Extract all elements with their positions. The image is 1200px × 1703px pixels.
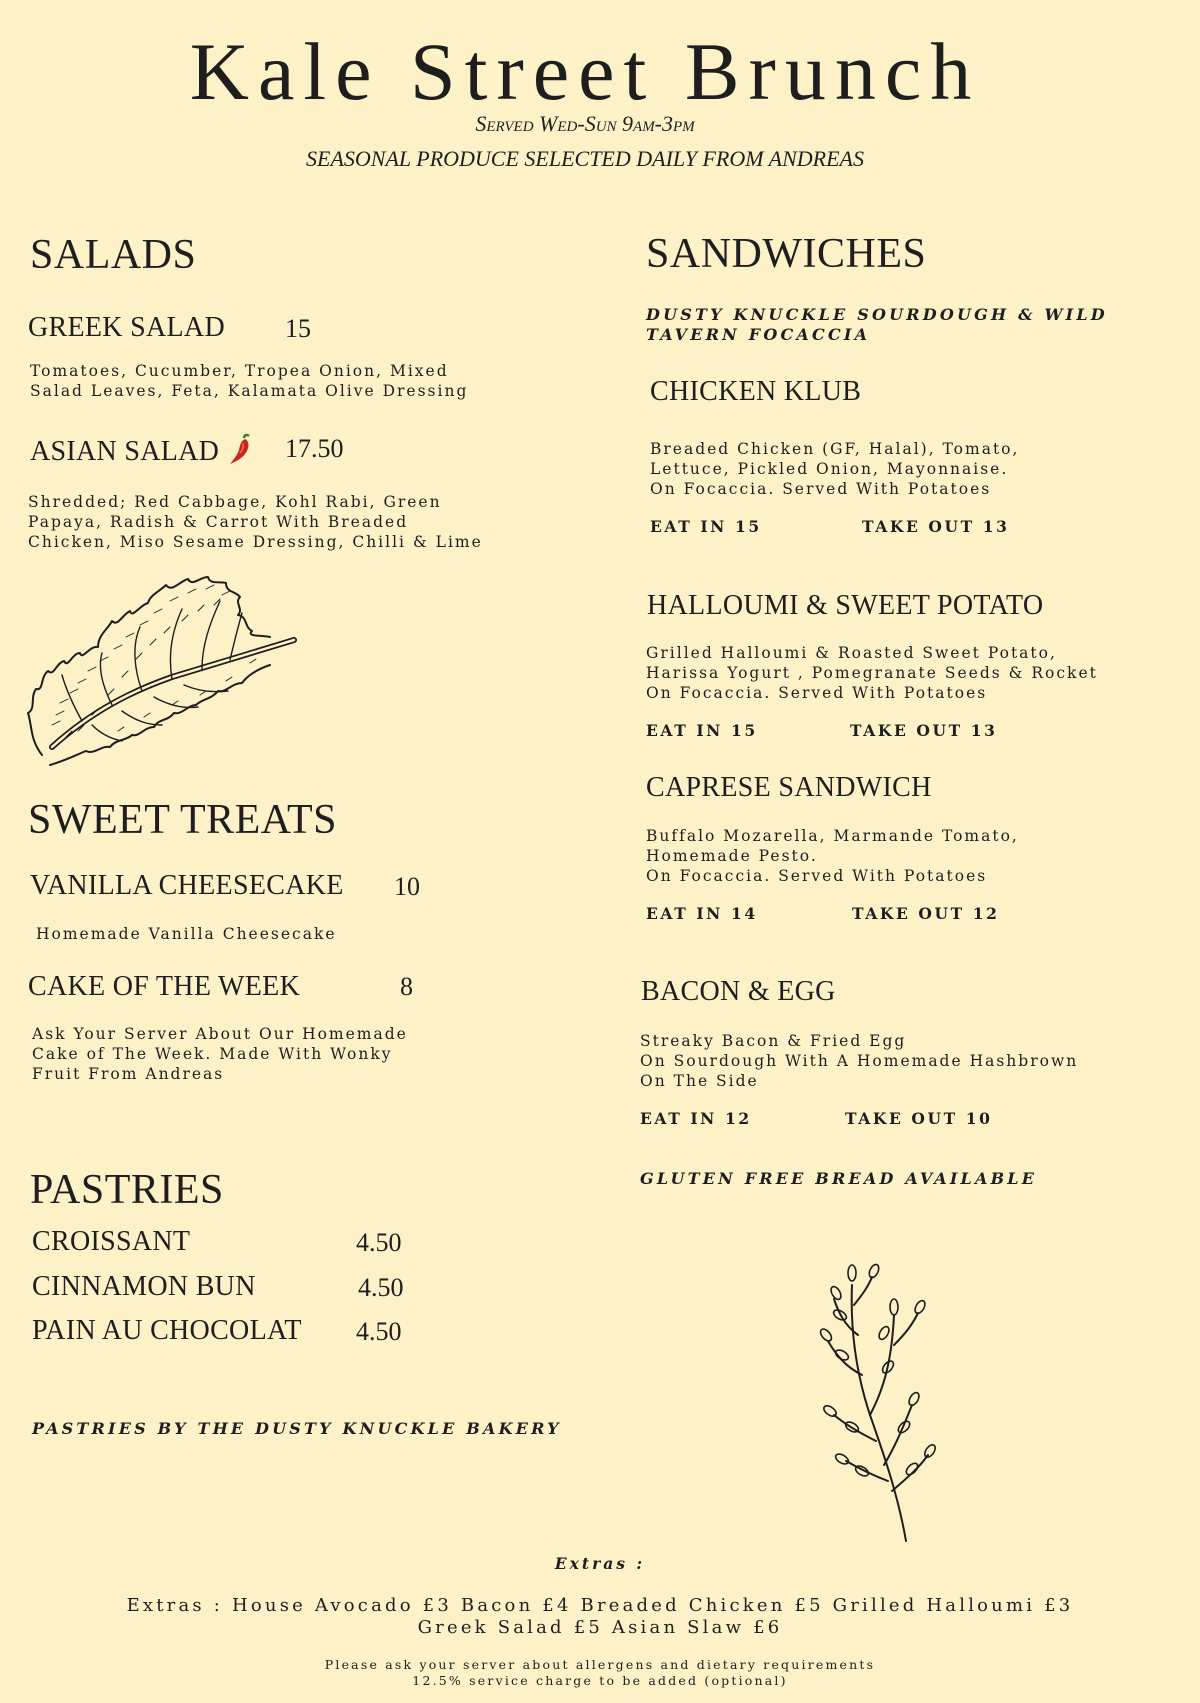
caprese-sandwich-description: Buffalo Mozarella, Marmande Tomato, Homemade Pesto. On Focaccia. Served With Potatoes [646, 827, 1019, 885]
chicken-klub-take-out: TAKE OUT 13 [862, 517, 1010, 536]
caprese-sandwich-name: CAPRESE SANDWICH [646, 772, 932, 803]
bacon-egg-eat-in: EAT IN 12 [640, 1109, 752, 1128]
halloumi-sweet-potato-description: Grilled Halloumi & Roasted Sweet Potato, Harissa Yogurt , Pomegranate Seeds & Rocket On Focaccia. Served With Potatoes [646, 644, 1098, 702]
service-charge-note: 12.5% service charge to be added (optional) [412, 1673, 788, 1688]
asian-salad-price: 17.50 [285, 434, 344, 463]
chicken-klub-description: Breaded Chicken (GF, Halal), Tomato, Lettuce, Pickled Onion, Mayonnaise. On Focaccia. Served With Potatoes [650, 440, 1020, 498]
salads-heading: SALADS [30, 232, 197, 278]
sweet-treats-heading: SWEET TREATS [28, 797, 337, 843]
cinnamon-bun-price: 4.50 [358, 1273, 404, 1302]
botanical-sprig-illustration [800, 1255, 950, 1545]
asian-salad-name: ASIAN SALAD [30, 435, 220, 467]
vanilla-cheesecake-price: 10 [394, 872, 420, 901]
greek-salad-price: 15 [285, 314, 311, 343]
bacon-egg-name: BACON & EGG [641, 976, 836, 1007]
bacon-egg-take-out: TAKE OUT 10 [845, 1109, 993, 1128]
chicken-klub-name: CHICKEN KLUB [650, 376, 862, 407]
caprese-sandwich-take-out: TAKE OUT 12 [852, 904, 1000, 923]
croissant-name: CROISSANT [32, 1226, 191, 1257]
cake-of-the-week-price: 8 [400, 972, 413, 1001]
chili-pepper-icon [227, 432, 257, 475]
greek-salad-name: GREEK SALAD [28, 312, 225, 343]
bread-note: DUSTY KNUCKLE SOURDOUGH & WILD TAVERN FOCACCIA [646, 305, 1108, 344]
asian-salad-description: Shredded; Red Cabbage, Kohl Rabi, Green Papaya, Radish & Carrot With Breaded Chicken, Miso Sesame Dressing, Chilli & Lime [28, 493, 483, 551]
pain-au-chocolat-name: PAIN AU CHOCOLAT [32, 1315, 302, 1346]
extras-line-1: Extras : House Avocado £3 Bacon £4 Breaded Chicken £5 Grilled Halloumi £3 [126, 1595, 1074, 1616]
service-hours: Served Wed-Sun 9am-3pm [475, 111, 695, 136]
kale-leaf-illustration [22, 565, 302, 775]
greek-salad-description: Tomatoes, Cucumber, Tropea Onion, Mixed Salad Leaves, Feta, Kalamata Olive Dressing [30, 362, 469, 400]
caprese-sandwich-eat-in: EAT IN 14 [646, 904, 758, 923]
pastries-heading: PASTRIES [30, 1167, 224, 1213]
bacon-egg-description: Streaky Bacon & Fried Egg On Sourdough With A Homemade Hashbrown On The Side [640, 1032, 1079, 1090]
halloumi-sweet-potato-eat-in: EAT IN 15 [646, 721, 758, 740]
menu-title: Kale Street Brunch [189, 26, 981, 117]
extras-line-2: Greek Salad £5 Asian Slaw £6 [417, 1617, 783, 1638]
sandwiches-heading: SANDWICHES [646, 231, 927, 277]
gluten-free-note: GLUTEN FREE BREAD AVAILABLE [640, 1169, 1038, 1188]
cinnamon-bun-name: CINNAMON BUN [32, 1271, 256, 1302]
chicken-klub-eat-in: EAT IN 15 [650, 517, 762, 536]
seasonal-note: SEASONAL PRODUCE SELECTED DAILY FROM ANDREAS [306, 146, 864, 171]
croissant-price: 4.50 [356, 1228, 402, 1257]
halloumi-sweet-potato-name: HALLOUMI & SWEET POTATO [647, 590, 1044, 621]
cake-of-the-week-name: CAKE OF THE WEEK [28, 971, 301, 1002]
pain-au-chocolat-price: 4.50 [356, 1317, 402, 1346]
asian-salad-name-row [30, 432, 257, 475]
cake-of-the-week-description: Ask Your Server About Our Homemade Cake of The Week. Made With Wonky Fruit From Andreas [32, 1025, 408, 1083]
allergen-note: Please ask your server about allergens and dietary requirements [324, 1657, 876, 1672]
vanilla-cheesecake-name: VANILLA CHEESECAKE [30, 870, 344, 901]
halloumi-sweet-potato-take-out: TAKE OUT 13 [850, 721, 998, 740]
vanilla-cheesecake-description: Homemade Vanilla Cheesecake [36, 925, 337, 943]
pastries-note: PASTRIES BY THE DUSTY KNUCKLE BAKERY [32, 1419, 562, 1438]
extras-title: Extras : [554, 1554, 646, 1573]
